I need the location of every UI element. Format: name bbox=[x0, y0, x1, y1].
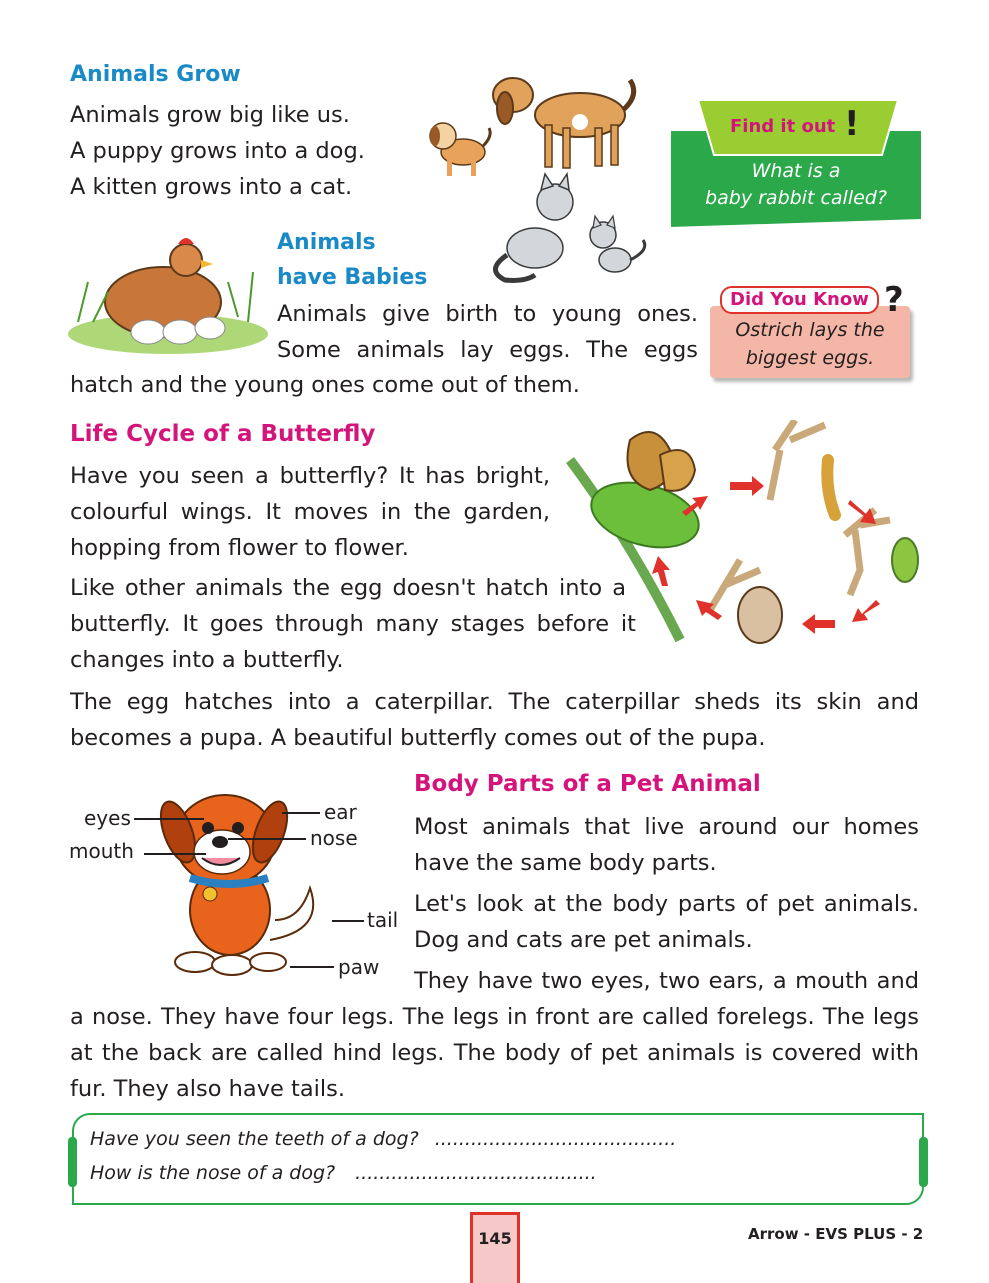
body-parts-text-line: Dog and cats are pet animals. bbox=[414, 927, 753, 953]
body-parts-text-line: fur. They also have tails. bbox=[70, 1076, 346, 1102]
caterpillar-icon bbox=[827, 460, 835, 515]
leader-line bbox=[332, 920, 364, 922]
body-parts-text-line: They have two eyes, two ears, a mouth and bbox=[414, 968, 919, 994]
heading-line: Animals bbox=[277, 230, 376, 255]
question-box-tab-right bbox=[919, 1137, 928, 1187]
babies-text-line: hatch and the young ones come out of them. bbox=[70, 372, 580, 398]
babies-text-line: Some animals lay eggs. The eggs bbox=[277, 337, 698, 363]
page-number: 145 bbox=[478, 1229, 512, 1248]
body-parts-text-line: a nose. They have four legs. The legs in front are called forelegs. The legs bbox=[70, 1004, 919, 1030]
text-line: A kitten grows into a cat. bbox=[70, 174, 353, 200]
butterfly-text-line: Have you seen a butterfly? It has bright, bbox=[70, 463, 550, 489]
body-parts-text-line: have the same body parts. bbox=[414, 850, 717, 876]
dog-diagram bbox=[150, 770, 345, 980]
heading-animals-grow: Animals Grow bbox=[70, 62, 241, 87]
fact-line: biggest eggs. bbox=[745, 347, 875, 369]
leader-line bbox=[228, 838, 306, 840]
question-mark-icon: ? bbox=[884, 280, 904, 320]
butterfly-text-line: butterfly. It goes through many stages before it bbox=[70, 611, 636, 637]
find-it-out-question bbox=[670, 158, 922, 212]
heading-body-parts: Body Parts of a Pet Animal bbox=[414, 771, 761, 797]
label-nose: nose bbox=[310, 826, 358, 850]
label-paw: paw bbox=[338, 955, 380, 979]
answer-blank[interactable]: ........................................ bbox=[355, 1162, 597, 1184]
butterfly-text-line: becomes a pupa. A beautiful butterfly comes out of the pupa. bbox=[70, 725, 766, 751]
question-box-tab-left bbox=[68, 1137, 77, 1187]
did-you-know-box bbox=[708, 280, 918, 384]
kitten-illustration bbox=[590, 216, 645, 272]
dog-figure bbox=[154, 795, 313, 975]
body-parts-text-line: at the back are called hind legs. The body of pet animals is covered with bbox=[70, 1040, 919, 1066]
butterfly-life-cycle-illustration bbox=[560, 420, 925, 648]
label-tail: tail bbox=[367, 908, 399, 932]
animals-grow-text bbox=[70, 97, 430, 205]
leader-line bbox=[134, 818, 204, 820]
dog-illustration bbox=[493, 78, 634, 168]
heading-butterfly-life-cycle: Life Cycle of a Butterfly bbox=[70, 421, 376, 447]
emerging-butterfly-icon bbox=[738, 587, 782, 643]
hen-illustration bbox=[68, 222, 273, 357]
question-box bbox=[72, 1113, 924, 1205]
butterfly-text-line: The egg hatches into a caterpillar. The caterpillar sheds its skin and bbox=[70, 689, 919, 715]
question-text: Have you seen the teeth of a dog? bbox=[90, 1128, 419, 1150]
find-it-out-box bbox=[670, 100, 922, 228]
body-parts-text-line: Let's look at the body parts of pet animals. bbox=[414, 891, 919, 917]
question-line: baby rabbit called? bbox=[705, 187, 887, 209]
find-it-out-label: Find it out bbox=[730, 116, 836, 137]
text-line: A puppy grows into a dog. bbox=[70, 138, 365, 164]
body-parts-text-line: Most animals that live around our homes bbox=[414, 814, 919, 840]
label-ear: ear bbox=[324, 800, 357, 824]
exclamation-icon: ! bbox=[844, 104, 860, 144]
leader-line bbox=[290, 966, 334, 968]
heading-animals-have-babies bbox=[277, 225, 427, 295]
leader-line bbox=[144, 853, 206, 855]
fact-line: Ostrich lays the bbox=[735, 319, 885, 341]
question-text: How is the nose of a dog? bbox=[90, 1162, 336, 1184]
question-line bbox=[90, 1125, 676, 1153]
leader-line bbox=[282, 812, 320, 814]
dogs-cats-illustration bbox=[415, 70, 660, 290]
cat-illustration bbox=[495, 174, 573, 280]
text-line: Animals grow big like us. bbox=[70, 102, 350, 128]
question-line bbox=[90, 1159, 597, 1187]
book-title: Arrow - EVS PLUS - 2 bbox=[748, 1225, 924, 1243]
butterfly-text-line: colourful wings. It moves in the garden, bbox=[70, 499, 550, 525]
babies-text-line: Animals give birth to young ones. bbox=[277, 301, 698, 327]
butterfly-text-line: changes into a butterfly. bbox=[70, 647, 344, 673]
puppy-illustration bbox=[430, 123, 490, 176]
butterfly-text-line: hopping from flower to flower. bbox=[70, 535, 409, 561]
pupa-icon bbox=[892, 538, 918, 582]
label-eyes: eyes bbox=[84, 806, 131, 830]
heading-line: have Babies bbox=[277, 265, 428, 290]
did-you-know-text bbox=[712, 316, 908, 372]
label-mouth: mouth bbox=[69, 839, 134, 863]
butterfly-icon bbox=[628, 432, 696, 491]
answer-blank[interactable]: ........................................ bbox=[434, 1128, 677, 1150]
page-number-box bbox=[470, 1212, 520, 1283]
question-line: What is a bbox=[751, 160, 841, 182]
butterfly-text-line: Like other animals the egg doesn't hatch into a bbox=[70, 575, 626, 601]
did-you-know-label: Did You Know bbox=[720, 286, 879, 314]
